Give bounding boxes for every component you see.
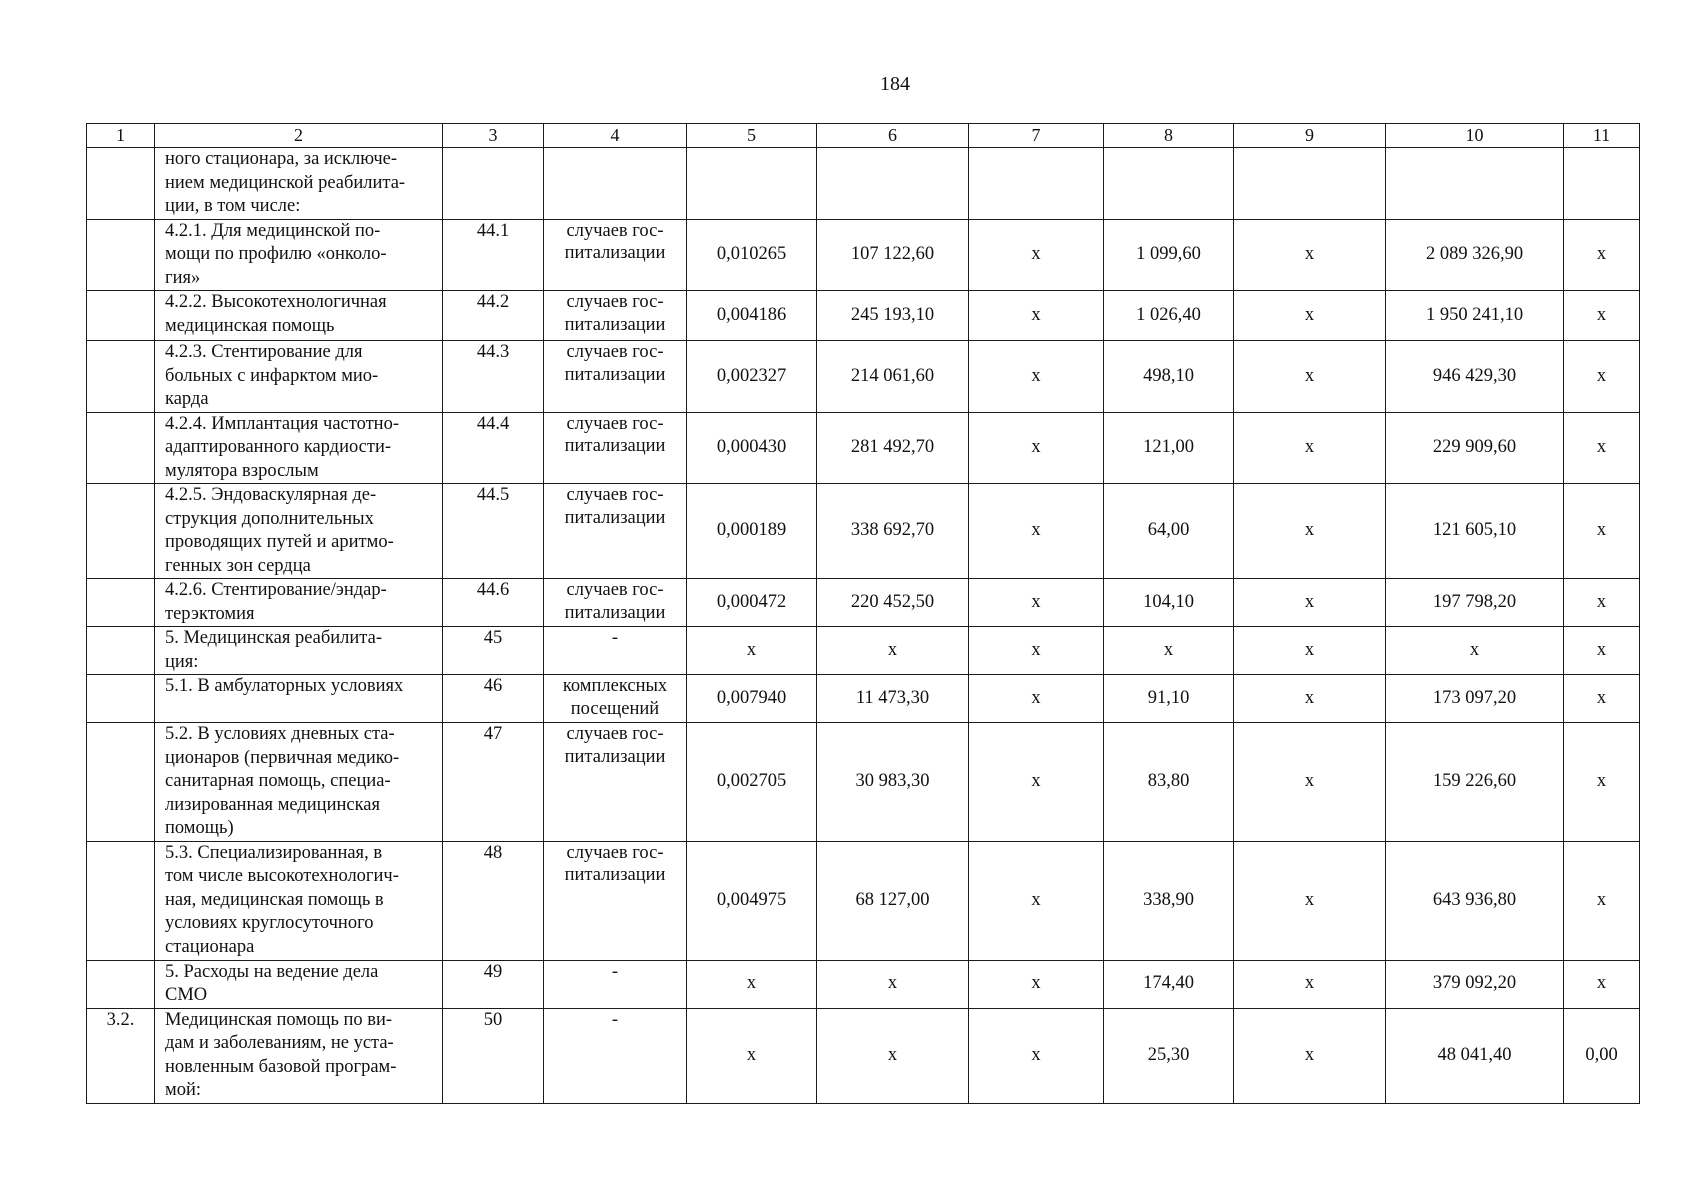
- value-col-10-cell: 159 226,60: [1386, 723, 1564, 842]
- value-col-9-cell: х: [1234, 579, 1386, 627]
- value-col-8-cell: 91,10: [1104, 675, 1234, 723]
- value-col-7-cell: х: [969, 291, 1104, 341]
- value-col-8-cell: [1104, 148, 1234, 220]
- table-row: [87, 291, 1640, 341]
- value-col-7-cell: х: [969, 675, 1104, 723]
- value-col-9-cell: х: [1234, 1008, 1386, 1103]
- value-col-8-cell: 174,40: [1104, 960, 1234, 1008]
- line-code-cell: 50: [443, 1008, 544, 1103]
- value-col-11-cell: х: [1564, 291, 1640, 341]
- table-row: [87, 627, 1640, 675]
- value-col-6-cell: 220 452,50: [817, 579, 969, 627]
- table-row: [87, 841, 1640, 960]
- value-col-5-cell: х: [687, 627, 817, 675]
- unit-cell: комплексных посещений: [544, 675, 687, 723]
- value-col-9-cell: х: [1234, 412, 1386, 484]
- value-col-10-cell: 197 798,20: [1386, 579, 1564, 627]
- value-col-6-cell: 338 692,70: [817, 484, 969, 579]
- table-row: [87, 1008, 1640, 1103]
- column-number-cell: 4: [544, 124, 687, 148]
- indicator-name-cell: 4.2.6. Стентирование/эндар- терэктомия: [155, 579, 443, 627]
- line-code-cell: 44.4: [443, 412, 544, 484]
- value-col-9-cell: х: [1234, 627, 1386, 675]
- value-col-6-cell: 30 983,30: [817, 723, 969, 842]
- unit-cell: -: [544, 1008, 687, 1103]
- value-col-9-cell: х: [1234, 841, 1386, 960]
- line-code-cell: 44.3: [443, 341, 544, 413]
- value-col-9-cell: х: [1234, 484, 1386, 579]
- value-col-11-cell: х: [1564, 841, 1640, 960]
- value-col-8-cell: 83,80: [1104, 723, 1234, 842]
- value-col-10-cell: 946 429,30: [1386, 341, 1564, 413]
- value-col-10-cell: 2 089 326,90: [1386, 219, 1564, 291]
- value-col-7-cell: х: [969, 627, 1104, 675]
- value-col-8-cell: 1 099,60: [1104, 219, 1234, 291]
- indicator-name-cell: 4.2.5. Эндоваскулярная де- струкция дополнительных проводящих путей и аритмо- генных зон сердца: [155, 484, 443, 579]
- table-row: [87, 579, 1640, 627]
- value-col-11-cell: [1564, 148, 1640, 220]
- value-col-6-cell: 245 193,10: [817, 291, 969, 341]
- table-row: [87, 675, 1640, 723]
- value-col-7-cell: х: [969, 341, 1104, 413]
- value-col-5-cell: 0,007940: [687, 675, 817, 723]
- value-col-8-cell: 104,10: [1104, 579, 1234, 627]
- value-col-8-cell: 121,00: [1104, 412, 1234, 484]
- line-code-cell: [443, 148, 544, 220]
- unit-cell: случаев гос- питализации: [544, 412, 687, 484]
- value-col-5-cell: 0,004186: [687, 291, 817, 341]
- value-col-8-cell: х: [1104, 627, 1234, 675]
- value-col-5-cell: [687, 148, 817, 220]
- value-col-5-cell: 0,004975: [687, 841, 817, 960]
- value-col-6-cell: х: [817, 627, 969, 675]
- unit-cell: случаев гос- питализации: [544, 484, 687, 579]
- value-col-6-cell: 281 492,70: [817, 412, 969, 484]
- row-number-cell: [87, 412, 155, 484]
- column-number-cell: 11: [1564, 124, 1640, 148]
- value-col-10-cell: 379 092,20: [1386, 960, 1564, 1008]
- indicator-name-cell: Медицинская помощь по ви- дам и заболеваниям, не уста- новленным базовой програм- мой:: [155, 1008, 443, 1103]
- value-col-7-cell: х: [969, 484, 1104, 579]
- unit-cell: случаев гос- питализации: [544, 341, 687, 413]
- indicator-name-cell: 5. Расходы на ведение дела СМО: [155, 960, 443, 1008]
- value-col-7-cell: [969, 148, 1104, 220]
- value-col-11-cell: х: [1564, 341, 1640, 413]
- value-col-7-cell: х: [969, 219, 1104, 291]
- row-number-cell: [87, 841, 155, 960]
- value-col-10-cell: 48 041,40: [1386, 1008, 1564, 1103]
- row-number-cell: [87, 341, 155, 413]
- line-code-cell: 45: [443, 627, 544, 675]
- value-col-8-cell: 498,10: [1104, 341, 1234, 413]
- column-number-cell: 3: [443, 124, 544, 148]
- value-col-11-cell: х: [1564, 723, 1640, 842]
- row-number-cell: [87, 219, 155, 291]
- table-row: [87, 484, 1640, 579]
- row-number-cell: 3.2.: [87, 1008, 155, 1103]
- value-col-6-cell: 107 122,60: [817, 219, 969, 291]
- value-col-9-cell: х: [1234, 960, 1386, 1008]
- value-col-9-cell: х: [1234, 291, 1386, 341]
- table-row: [87, 960, 1640, 1008]
- unit-cell: случаев гос- питализации: [544, 841, 687, 960]
- row-number-cell: [87, 723, 155, 842]
- value-col-6-cell: 214 061,60: [817, 341, 969, 413]
- value-col-7-cell: х: [969, 579, 1104, 627]
- value-col-11-cell: х: [1564, 627, 1640, 675]
- table-row: [87, 341, 1640, 413]
- column-number-cell: 8: [1104, 124, 1234, 148]
- value-col-5-cell: х: [687, 960, 817, 1008]
- value-col-10-cell: 173 097,20: [1386, 675, 1564, 723]
- indicator-name-cell: 5.3. Специализированная, в том числе высокотехнологич- ная, медицинская помощь в условиях круглосуточного стационара: [155, 841, 443, 960]
- value-col-6-cell: х: [817, 1008, 969, 1103]
- line-code-cell: 44.6: [443, 579, 544, 627]
- value-col-7-cell: х: [969, 412, 1104, 484]
- unit-cell: случаев гос- питализации: [544, 291, 687, 341]
- indicator-name-cell: 5.1. В амбулаторных условиях: [155, 675, 443, 723]
- value-col-6-cell: [817, 148, 969, 220]
- indicator-name-cell: 4.2.2. Высокотехнологичная медицинская помощь: [155, 291, 443, 341]
- column-number-cell: 5: [687, 124, 817, 148]
- value-col-11-cell: х: [1564, 579, 1640, 627]
- column-number-row: [87, 124, 1640, 148]
- line-code-cell: 47: [443, 723, 544, 842]
- value-col-5-cell: 0,010265: [687, 219, 817, 291]
- table-row: [87, 412, 1640, 484]
- column-number-cell: 7: [969, 124, 1104, 148]
- row-number-cell: [87, 579, 155, 627]
- unit-cell: -: [544, 627, 687, 675]
- table-row: [87, 148, 1640, 220]
- value-col-9-cell: х: [1234, 219, 1386, 291]
- value-col-8-cell: 25,30: [1104, 1008, 1234, 1103]
- value-col-10-cell: 229 909,60: [1386, 412, 1564, 484]
- value-col-11-cell: 0,00: [1564, 1008, 1640, 1103]
- value-col-11-cell: х: [1564, 219, 1640, 291]
- row-number-cell: [87, 627, 155, 675]
- data-table: [86, 123, 1640, 1104]
- value-col-8-cell: 1 026,40: [1104, 291, 1234, 341]
- row-number-cell: [87, 960, 155, 1008]
- unit-cell: случаев гос- питализации: [544, 723, 687, 842]
- value-col-10-cell: х: [1386, 627, 1564, 675]
- indicator-name-cell: 4.2.4. Имплантация частотно- адаптированного кардиости- мулятора взрослым: [155, 412, 443, 484]
- value-col-11-cell: х: [1564, 675, 1640, 723]
- value-col-6-cell: 11 473,30: [817, 675, 969, 723]
- value-col-9-cell: х: [1234, 723, 1386, 842]
- line-code-cell: 46: [443, 675, 544, 723]
- value-col-7-cell: х: [969, 723, 1104, 842]
- indicator-name-cell: 5. Медицинская реабилита- ция:: [155, 627, 443, 675]
- indicator-name-cell: 4.2.1. Для медицинской по- мощи по профилю «онколо- гия»: [155, 219, 443, 291]
- page-number: 184: [880, 73, 910, 95]
- column-number-cell: 6: [817, 124, 969, 148]
- value-col-10-cell: 1 950 241,10: [1386, 291, 1564, 341]
- column-number-cell: 1: [87, 124, 155, 148]
- value-col-5-cell: 0,002705: [687, 723, 817, 842]
- line-code-cell: 49: [443, 960, 544, 1008]
- unit-cell: [544, 148, 687, 220]
- value-col-10-cell: 643 936,80: [1386, 841, 1564, 960]
- column-number-cell: 2: [155, 124, 443, 148]
- value-col-9-cell: х: [1234, 341, 1386, 413]
- value-col-6-cell: х: [817, 960, 969, 1008]
- row-number-cell: [87, 148, 155, 220]
- value-col-11-cell: х: [1564, 960, 1640, 1008]
- table-row: [87, 723, 1640, 842]
- value-col-10-cell: 121 605,10: [1386, 484, 1564, 579]
- line-code-cell: 48: [443, 841, 544, 960]
- value-col-11-cell: х: [1564, 412, 1640, 484]
- value-col-6-cell: 68 127,00: [817, 841, 969, 960]
- row-number-cell: [87, 291, 155, 341]
- unit-cell: -: [544, 960, 687, 1008]
- value-col-7-cell: х: [969, 960, 1104, 1008]
- row-number-cell: [87, 484, 155, 579]
- line-code-cell: 44.2: [443, 291, 544, 341]
- value-col-8-cell: 338,90: [1104, 841, 1234, 960]
- table-row: [87, 219, 1640, 291]
- value-col-8-cell: 64,00: [1104, 484, 1234, 579]
- value-col-7-cell: х: [969, 1008, 1104, 1103]
- value-col-10-cell: [1386, 148, 1564, 220]
- value-col-5-cell: 0,000430: [687, 412, 817, 484]
- value-col-5-cell: 0,000472: [687, 579, 817, 627]
- line-code-cell: 44.5: [443, 484, 544, 579]
- column-number-cell: 10: [1386, 124, 1564, 148]
- line-code-cell: 44.1: [443, 219, 544, 291]
- value-col-5-cell: 0,000189: [687, 484, 817, 579]
- value-col-11-cell: х: [1564, 484, 1640, 579]
- indicator-name-cell: 4.2.3. Стентирование для больных с инфарктом мио- карда: [155, 341, 443, 413]
- value-col-9-cell: [1234, 148, 1386, 220]
- value-col-5-cell: 0,002327: [687, 341, 817, 413]
- value-col-5-cell: х: [687, 1008, 817, 1103]
- unit-cell: случаев гос- питализации: [544, 219, 687, 291]
- value-col-7-cell: х: [969, 841, 1104, 960]
- column-number-cell: 9: [1234, 124, 1386, 148]
- row-number-cell: [87, 675, 155, 723]
- indicator-name-cell: 5.2. В условиях дневных ста- ционаров (первичная медико- санитарная помощь, специа- лизированная медицинская помощь): [155, 723, 443, 842]
- value-col-9-cell: х: [1234, 675, 1386, 723]
- unit-cell: случаев гос- питализации: [544, 579, 687, 627]
- indicator-name-cell: ного стационара, за исключе- нием медицинской реабилита- ции, в том числе:: [155, 148, 443, 220]
